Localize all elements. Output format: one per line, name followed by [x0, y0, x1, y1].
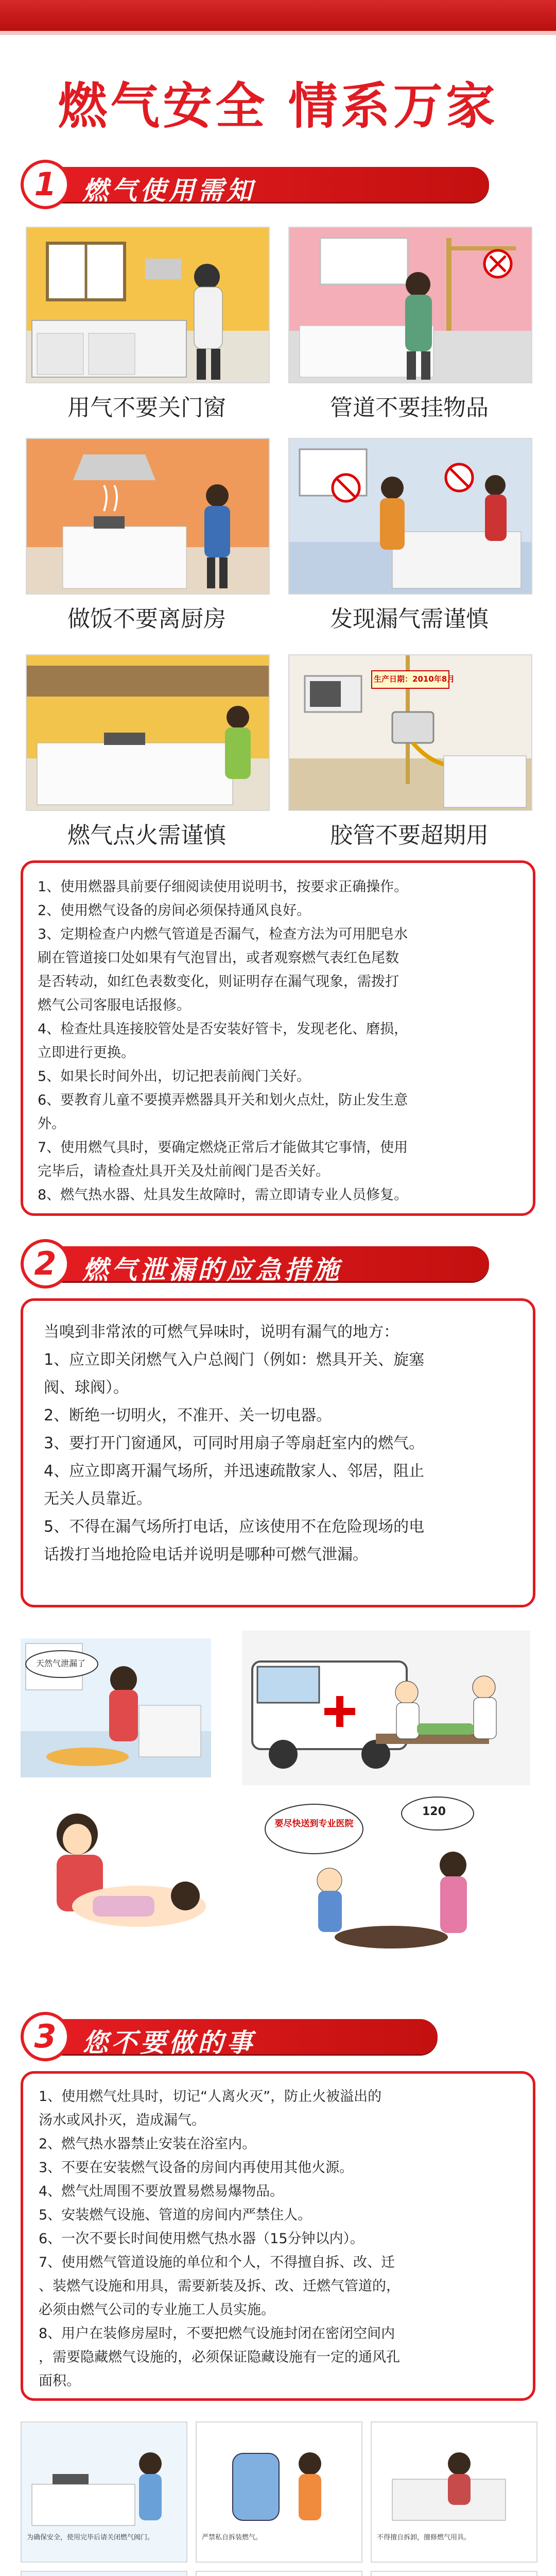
emergency-line: 1、应立即关闭燃气入户总阀门（例如：燃具开关、旋塞 — [44, 1351, 425, 1369]
small-panel-no-dismantle — [196, 2421, 362, 2563]
no-dismantle-illustration — [197, 2422, 361, 2531]
illustration-closed-windows — [26, 227, 270, 383]
emergency-line: 4、应立即离开漏气场所，并迅速疏散家人、邻居，阻止 — [44, 1462, 425, 1480]
emergency-line: 话拨打当地抢险电话并说明是哪种可燃气泄漏。 — [44, 1546, 368, 1564]
tip-line: 立即进行更换。 — [38, 1045, 135, 1061]
dont-line: 7、使用燃气管道设施的单位和个人，不得擅自拆、改、迁 — [39, 2255, 395, 2270]
illustration-gas-leak-home — [21, 1638, 211, 1777]
dont-line: 8、用户在装修房屋时，不要把燃气设施封闭在密闭空间内 — [39, 2326, 395, 2342]
top-red-band — [0, 0, 556, 31]
kitchen-window-illustration — [27, 228, 269, 382]
emergency-line: 无关人员靠近。 — [44, 1490, 152, 1508]
dont-line: ，需要隐藏燃气设施的，必须保证隐藏设施有一定的通风孔 — [39, 2349, 400, 2365]
dont-line: 2、燃气热水器禁止安装在浴室内。 — [39, 2136, 256, 2152]
panel3-caption: 做饭不要离厨房 — [67, 606, 226, 632]
dont-line: 4、燃气灶周围不要放置易燃易爆物品。 — [39, 2183, 284, 2199]
speech-bubble-120: 120 — [422, 1805, 446, 1818]
tip-line: 4、检查灶具连接胶管处是否安装好管卡，发现老化、磨损， — [38, 1021, 408, 1037]
no-repair-illustration — [372, 2422, 536, 2531]
tip-line: 5、如果长时间外出，切记把表前阀门关好。 — [38, 1069, 311, 1084]
top-band-stripe — [0, 31, 556, 35]
section3-heading: 您不要做的事 — [82, 2028, 255, 2058]
tip-line: 6、要教育儿童不要摸弄燃器具开关和划火点灶，防止发生意 — [38, 1092, 408, 1108]
illustration-hose-expiry — [288, 654, 532, 811]
section1-tips-box — [21, 860, 535, 1216]
pipe-hanging-illustration — [289, 228, 531, 382]
section3-bar — [46, 2019, 438, 2058]
section1-header — [21, 160, 515, 209]
dont-line: 汤水或风扑灭，造成漏气。 — [39, 2112, 205, 2128]
small-panel-qualified-repair — [196, 2571, 362, 2576]
emergency-line: 阀、球阀）。 — [44, 1379, 129, 1397]
illustration-leaving-kitchen — [26, 438, 270, 595]
section1-number-badge: 1 — [21, 160, 70, 209]
ignition-illustration — [27, 655, 269, 810]
section1-bar — [46, 167, 489, 206]
poster-title: 燃气安全 情系万家 — [58, 77, 498, 135]
illustration-ambulance — [242, 1631, 530, 1785]
illustration-leak-caution — [288, 438, 532, 595]
panel1-caption: 用气不要关门窗 — [67, 395, 226, 421]
tip-line: 2、使用燃气设备的房间必须保持通风良好。 — [38, 903, 311, 919]
dont-line: 6、一次不要长时间使用燃气热水器（15分钟以内）。 — [39, 2231, 364, 2247]
small-panel-close-valve — [21, 2421, 187, 2563]
tip-line: 是否转动，如红色表数变化，则证明存在漏气现象，需拨打 — [38, 974, 399, 990]
section3-number-badge: 3 — [21, 2012, 70, 2061]
tip-line: 8、燃气热水器、灶具发生故障时，需立即请专业人员修复。 — [38, 1187, 408, 1203]
dont-line: 面积。 — [39, 2373, 80, 2389]
small-panel-caption: 为确保安全，使用完毕后请关闭燃气阀门。 — [27, 2534, 154, 2541]
illustration-cpr — [21, 1793, 211, 1942]
tip-line: 3、定期检查户内燃气管道是否漏气，检查方法为可用肥皂水 — [38, 926, 408, 942]
section1-heading: 燃气使用需知 — [82, 176, 255, 206]
dont-line: 5、安装燃气设施、管道的房间内严禁住人。 — [39, 2207, 312, 2223]
dont-line: 必须由燃气公司的专业施工人员实施。 — [39, 2302, 275, 2318]
qualified-repair-illustration — [197, 2572, 361, 2576]
speech-bubble-leak: 天然气泄漏了 — [36, 1658, 86, 1668]
small-panel-no-repair — [371, 2421, 537, 2563]
small-panel-no-invert — [21, 2571, 187, 2576]
cpr-illustration — [21, 1793, 211, 1942]
panel5-caption: 燃气点火需谨慎 — [67, 822, 226, 849]
panel4-caption: 发现漏气需谨慎 — [330, 606, 489, 632]
section2-bar — [46, 1246, 489, 1285]
dont-line: 3、不要在安装燃气设备的房间内再使用其他火源。 — [39, 2160, 354, 2176]
tip-line: 1、使用燃器具前要仔细阅读使用说明书，按要求正确操作。 — [38, 879, 408, 895]
dont-line: 1、使用燃气灶具时，切记“人离火灭”，防止火被溢出的 — [39, 2089, 382, 2105]
tip-line: 7、使用燃气具时，要确定燃烧正常后才能做其它事情，使用 — [38, 1140, 408, 1156]
lpg-valve-illustration — [372, 2572, 536, 2576]
illustration-call-120 — [257, 1788, 525, 1953]
panel6-caption: 胶管不要超期用 — [330, 822, 489, 849]
leak-caution-illustration — [289, 439, 531, 594]
illustration-ignition — [26, 654, 270, 811]
no-invert-illustration — [22, 2572, 186, 2576]
section2-emergency-box — [21, 1298, 535, 1607]
emergency-line: 2、断绝一切明火，不准开、关一切电器。 — [44, 1406, 332, 1425]
emergency-line: 3、要打开门窗通风，可同时用扇子等扇赶室内的燃气。 — [44, 1434, 425, 1452]
section2-number-badge: 2 — [21, 1239, 70, 1289]
section3-header — [21, 2012, 515, 2061]
tip-line: 外。 — [38, 1116, 65, 1132]
speech-bubble-hospital: 要尽快送到专业医院 — [274, 1819, 354, 1829]
tip-line: 完毕后，请检查灶具开关及灶前阀门是否关好。 — [38, 1163, 329, 1179]
tip-line: 刷在管道接口处如果有气泡冒出，或者观察燃气表红色尾数 — [38, 950, 399, 966]
emergency-line: 当嗅到非常浓的可燃气异味时，说明有漏气的地方： — [44, 1323, 399, 1341]
section3-dont-box — [21, 2071, 535, 2401]
dont-line: 、装燃气设施和用具，需要新装及拆、改、迁燃气管道的， — [39, 2278, 400, 2294]
call-120-illustration — [257, 1788, 525, 1953]
panel2-caption: 管道不要挂物品 — [330, 395, 489, 421]
meter-date-label: 生产日期：2010年8月 — [374, 674, 455, 684]
small-panel-lpg-valve — [371, 2571, 537, 2576]
illustration-pipe-hanging — [288, 227, 532, 383]
small-panel-caption: 不得擅自拆卸，擅修燃气用具。 — [377, 2534, 471, 2541]
section2-heading: 燃气泄漏的应急措施 — [82, 1255, 342, 1285]
section2-header — [21, 1239, 515, 1289]
leaving-kitchen-illustration — [27, 439, 269, 594]
small-panel-caption: 严禁私自拆装燃气。 — [202, 2534, 263, 2541]
tip-line: 燃气公司客服电话报修。 — [38, 997, 190, 1013]
ambulance-illustration — [242, 1631, 530, 1785]
close-valve-illustration — [22, 2422, 186, 2531]
emergency-line: 5、不得在漏气场所打电话，应该使用不在危险现场的电 — [44, 1518, 425, 1536]
